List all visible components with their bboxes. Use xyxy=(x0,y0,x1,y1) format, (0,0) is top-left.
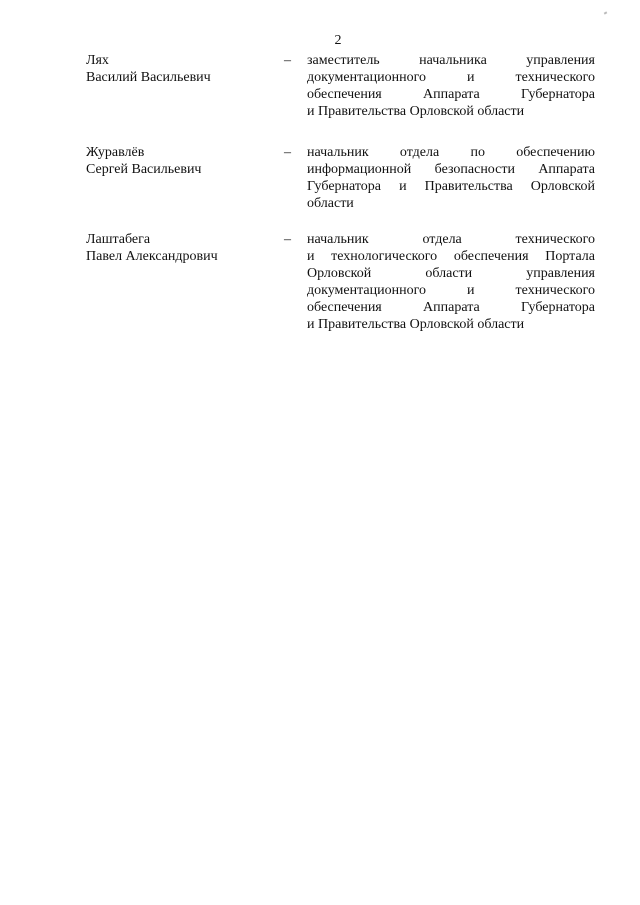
position-line: документационного и технического xyxy=(307,283,595,298)
position-line: документационного и технического xyxy=(307,70,595,85)
position-line: начальник отдела по обеспечению xyxy=(307,145,595,160)
person-position xyxy=(307,231,595,333)
position-line: области xyxy=(307,196,354,211)
person-given-names: Павел Александрович xyxy=(86,249,218,264)
list-item xyxy=(86,231,596,335)
position-line: Орловской области управления xyxy=(307,266,595,281)
person-surname: Журавлёв xyxy=(86,145,145,160)
separator-dash: – xyxy=(284,53,291,68)
person-surname: Лаштабега xyxy=(86,232,151,247)
scan-mark xyxy=(604,11,608,14)
person-name xyxy=(86,52,276,86)
person-given-names: Сергей Васильевич xyxy=(86,162,202,177)
person-surname: Лях xyxy=(86,53,109,68)
list-item xyxy=(86,144,596,214)
separator-dash: – xyxy=(284,232,291,247)
person-position xyxy=(307,52,595,120)
person-name xyxy=(86,144,276,178)
position-line: и Правительства Орловской области xyxy=(307,317,525,332)
page-number: 2 xyxy=(334,33,342,48)
list-item xyxy=(86,52,596,122)
separator-dash: – xyxy=(284,145,291,160)
position-line: обеспечения Аппарата Губернатора xyxy=(307,87,595,102)
position-line: обеспечения Аппарата Губернатора xyxy=(307,300,595,315)
position-line: заместитель начальника управления xyxy=(307,53,595,68)
position-line: информационной безопасности Аппарата xyxy=(307,162,595,177)
position-line: Губернатора и Правительства Орловской xyxy=(307,179,595,194)
person-name xyxy=(86,231,276,265)
position-line: и Правительства Орловской области xyxy=(307,104,525,119)
person-given-names: Василий Васильевич xyxy=(86,70,211,85)
position-line: начальник отдела технического xyxy=(307,232,595,247)
person-position xyxy=(307,144,595,212)
position-line: и технологического обеспечения Портала xyxy=(307,249,595,264)
